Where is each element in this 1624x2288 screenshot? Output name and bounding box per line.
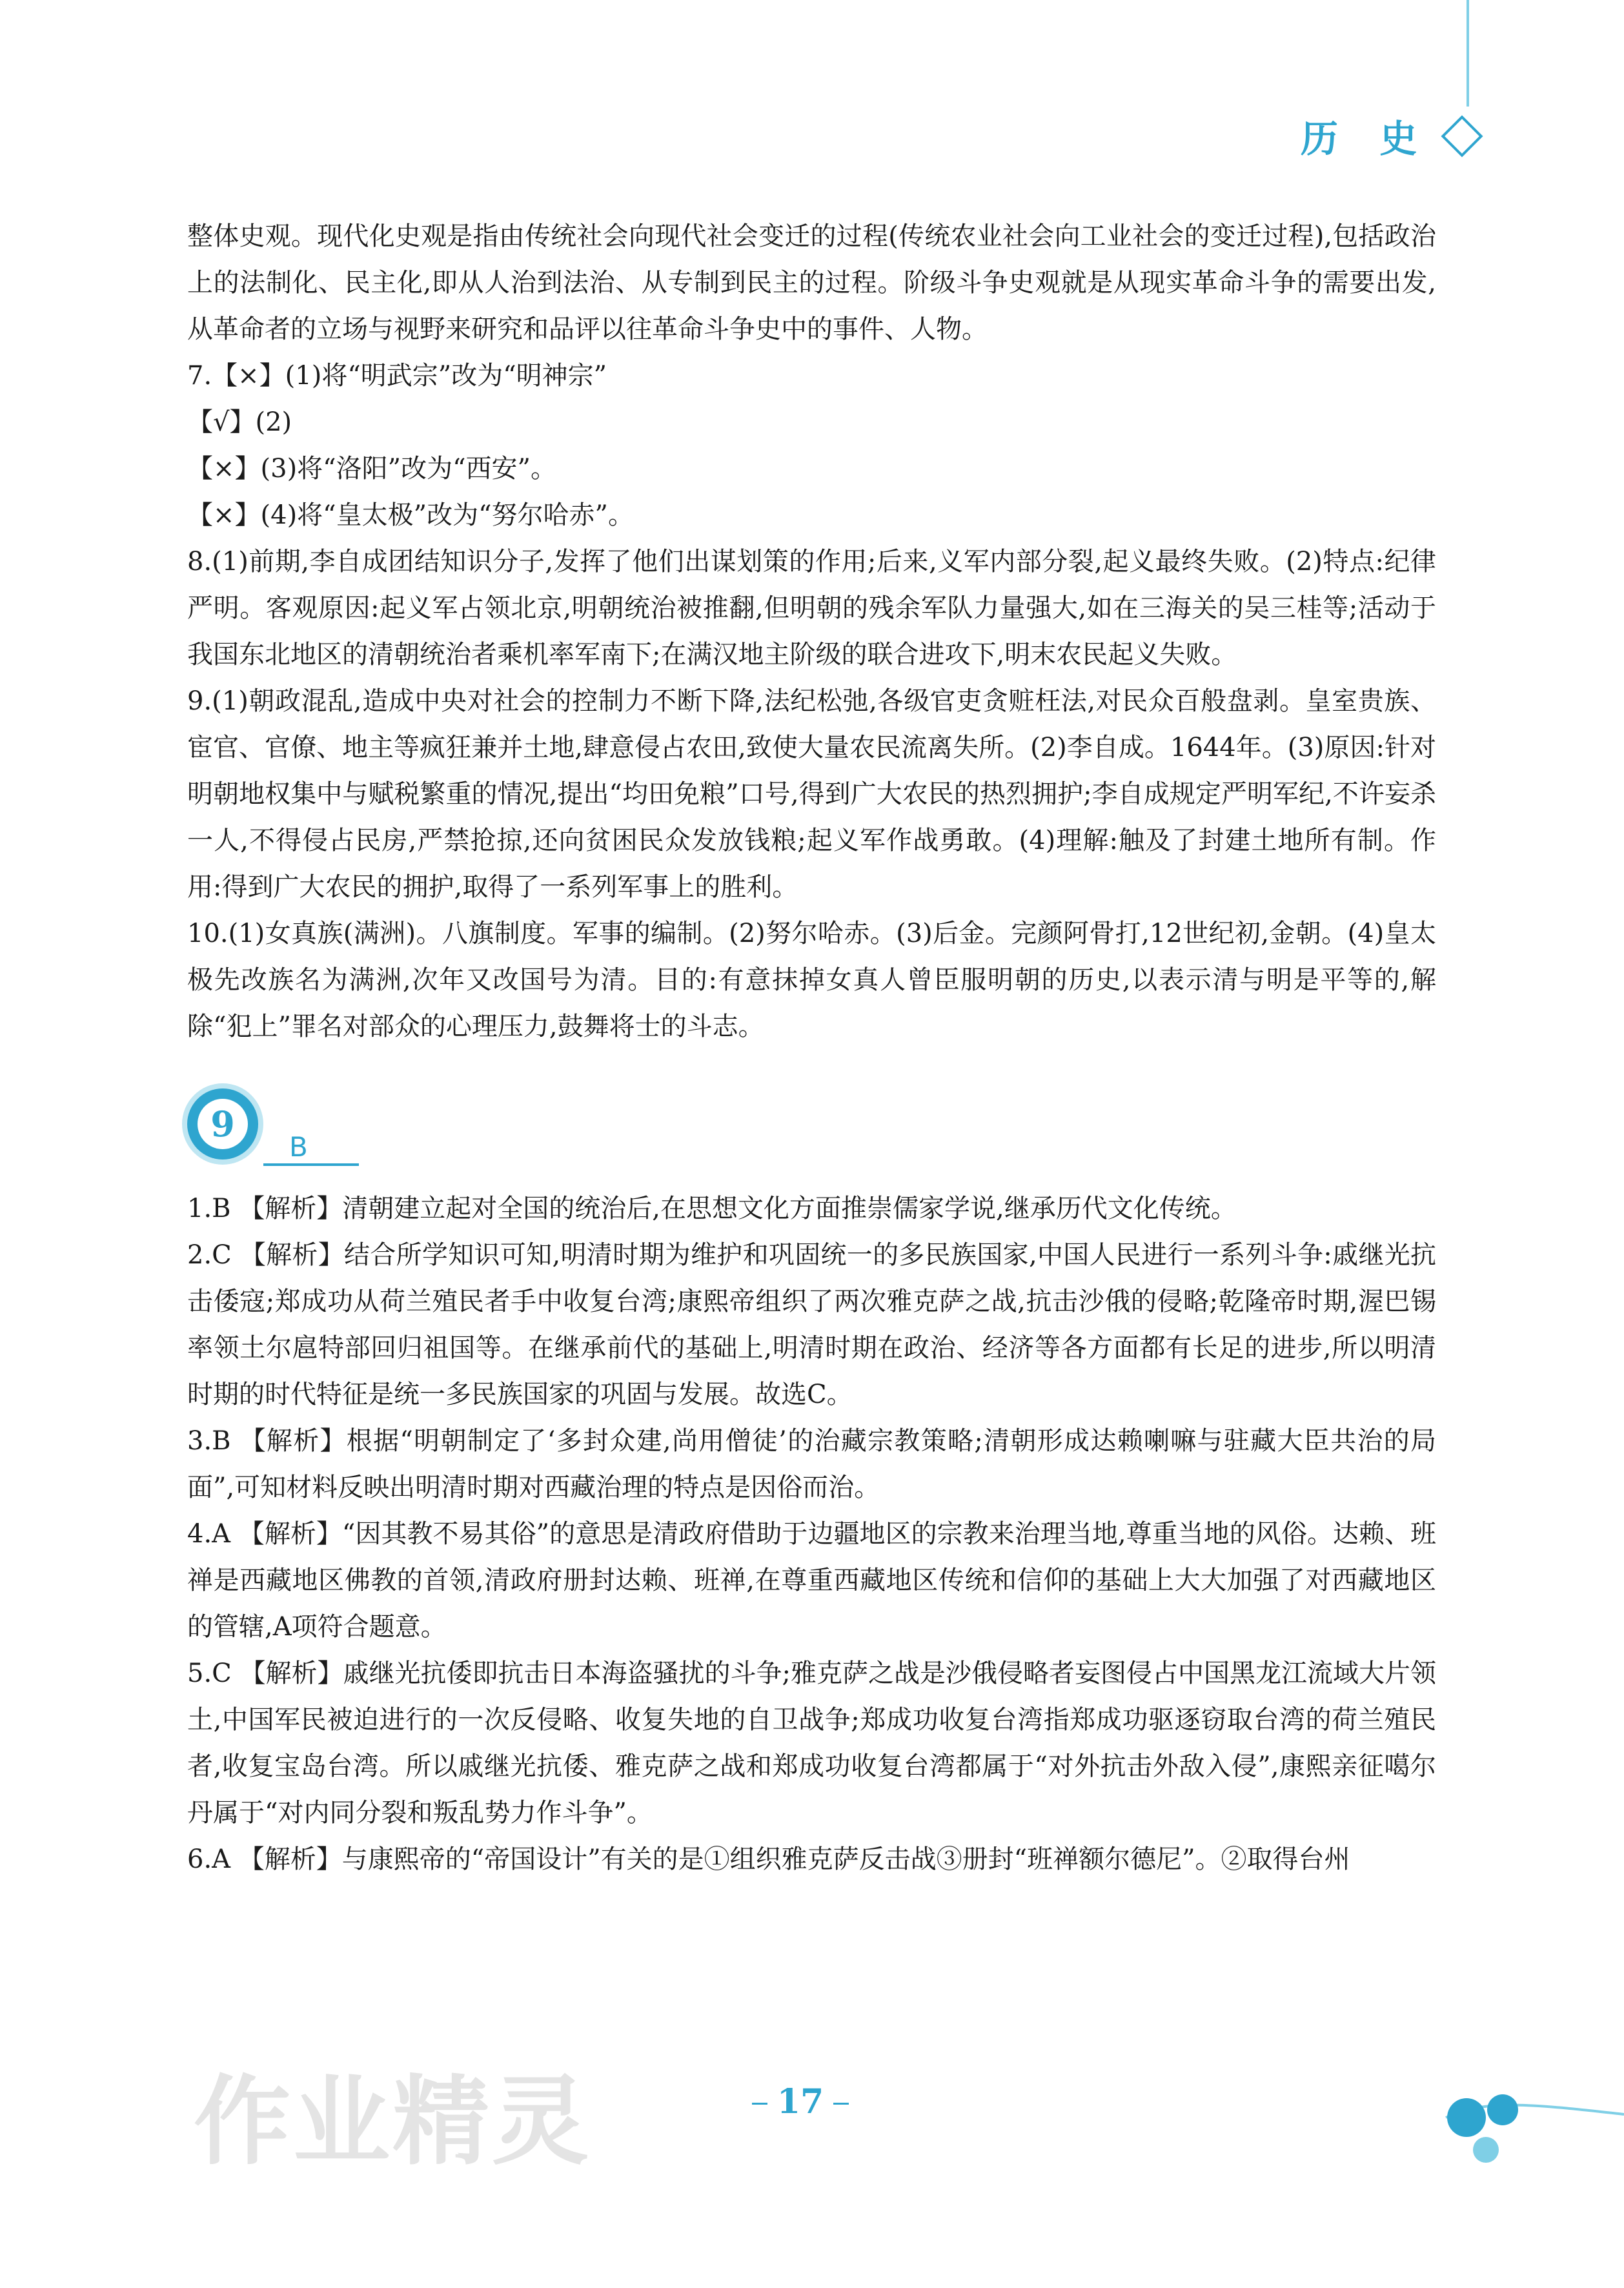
page-number: 17 <box>752 2082 849 2121</box>
answer-paragraph: 1.B 【解析】清朝建立起对全国的统治后,在思想文化方面推崇儒家学说,继承历代文化传统。 <box>187 1194 1237 1223</box>
answer-paragraph: 4.A 【解析】“因其教不易其俗”的意思是清政府借助于边疆地区的宗教来治理当地,尊重当地的风俗。达赖、班禅是西藏地区佛教的首领,清政府册封达赖、班禅,在尊重西藏地区传统和信仰的基础上大大加强了对西藏地区的管辖,A项符合题意。 <box>187 1519 1436 1642</box>
answer-paragraph: 7.【×】(1)将“明武宗”改为“明神宗” <box>187 361 607 391</box>
diamond-ornament-icon <box>1441 115 1483 157</box>
answer-paragraph: 3.B 【解析】根据“明朝制定了‘多封众建,尚用僧徒’的治藏宗教策略;清朝形成达赖喇嘛与驻藏大臣共治的局面”,可知材料反映出明清时期对西藏治理的特点是因俗而治。 <box>187 1426 1436 1502</box>
header-divider-line <box>1467 0 1469 107</box>
answer-paragraph: 【×】(3)将“洛阳”改为“西安”。 <box>187 454 556 484</box>
section-number-badge-icon <box>187 1088 258 1159</box>
section-number: 9 <box>198 1099 248 1149</box>
section-title: B <box>263 1131 359 1166</box>
answer-paragraph: 5.C 【解析】戚继光抗倭即抗击日本海盗骚扰的斗争;雅克萨之战是沙俄侵略者妄图侵占中国黑龙江流域大片领土,中国军民被迫进行的一次反侵略、收复失地的自卫战争;郑成功收复台湾指郑成功驱逐窃取台湾的荷兰殖民者,收复宝岛台湾。所以戚继光抗倭、雅克萨之战和郑成功收复台湾都属于“对外抗击外敌入侵”,康熙亲征噶尔丹属于“对内同分裂和叛乱势力作斗争”。 <box>187 1659 1436 1828</box>
answer-paragraph: 【√】(2) <box>187 407 292 437</box>
answer-paragraph: 2.C 【解析】结合所学知识可知,明清时期为维护和巩固统一的多民族国家,中国人民进行一系列斗争:戚继光抗击倭寇;郑成功从荷兰殖民者手中收复台湾;康熙帝组织了两次雅克萨之战,抗击沙俄的侵略;乾隆帝时期,渥巴锡率领土尔扈特部回归祖国等。在继承前代的基础上,明清时期在政治、经济等各方面都有长足的进步,所以明清时期的时代特征是统一多民族国家的巩固与发展。故选C。 <box>187 1240 1436 1409</box>
answer-paragraph: 6.A 【解析】与康熙帝的“帝国设计”有关的是①组织雅克萨反击战③册封“班禅额尔德尼”。②取得台州 <box>187 1844 1350 1874</box>
answer-paragraph: 10.(1)女真族(满洲)。八旗制度。军事的编制。(2)努尔哈赤。(3)后金。完颜阿骨打,12世纪初,金朝。(4)皇太极先改族名为满洲,次年又改国号为清。目的:有意抹掉女真人曾臣服明朝的历史,以表示清与明是平等的,解除“犯上”罪名对部众的心理压力,鼓舞将士的斗志。 <box>187 919 1436 1041</box>
section-header <box>187 1076 1436 1185</box>
answer-paragraph: 8.(1)前期,李自成团结知识分子,发挥了他们出谋划策的作用;后来,义军内部分裂,起义最终失败。(2)特点:纪律严明。客观原因:起义军占领北京,明朝统治被推翻,但明朝的残余军队力量强大,如在三海关的吴三桂等;活动于我国东北地区的清朝统治者乘机率军南下;在满汉地主阶级的联合进攻下,明末农民起义失败。 <box>187 547 1436 669</box>
answer-paragraph: 【×】(4)将“皇太极”改为“努尔哈赤”。 <box>187 500 634 530</box>
watermark-logo: 作业精灵 <box>194 2066 592 2178</box>
answer-paragraph: 9.(1)朝政混乱,造成中央对社会的控制力不断下降,法纪松弛,各级官吏贪赃枉法,对民众百般盘剥。皇室贵族、宦官、官僚、地主等疯狂兼并土地,肆意侵占农田,致使大量农民流离失所。(2)李自成。1644年。(3)原因:针对明朝地权集中与赋税繁重的情况,提出“均田免粮”口号,得到广大农民的热烈拥护;李自成规定严明军纪,不许妄杀一人,不得侵占民房,严禁抢掠,还向贫困民众发放钱粮;起义军作战勇敢。(4)理解:触及了封建土地所有制。作用:得到广大农民的拥护,取得了一系列军事上的胜利。 <box>187 686 1436 902</box>
answer-paragraph: 整体史观。现代化史观是指由传统社会向现代社会变迁的过程(传统农业社会向工业社会的变迁过程),包括政治上的法制化、民主化,即从人治到法治、从专制到民主的过程。阶级斗争史观就是从现实革命斗争的需要出发,从革命者的立场与视野来研究和品评以往革命斗争史中的事件、人物。 <box>187 221 1436 344</box>
answer-content <box>187 213 1436 1883</box>
subject-label: 历 史 <box>1301 117 1432 161</box>
decorative-dots-icon <box>1439 2079 1624 2169</box>
